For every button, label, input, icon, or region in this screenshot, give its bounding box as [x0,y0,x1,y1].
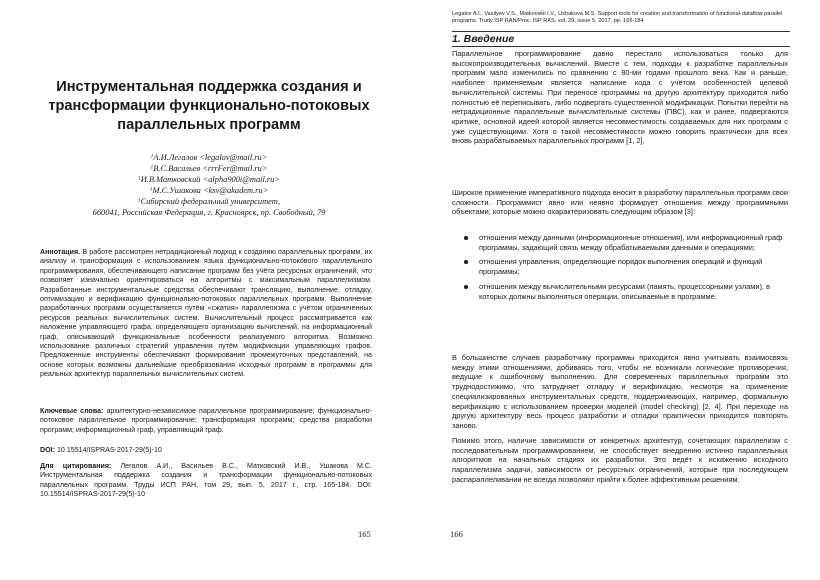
author-block [40,152,378,218]
abstract [40,248,372,380]
section-title: 1. Введение [452,33,515,45]
running-head: Legalov A.I., Vasilyev V.S., Matkovskii I.V., Ushakova M.S. Support tools for creation and transformation of functional-dataflow parallel programs. Trudy ISP RAN/Proc. ISP RAS, vol. 29, issue 5, 2017, pp. 165-184 [452,11,783,25]
keywords-text: архитектурно-независимое параллельное программирование; функционально-потоковое параллельное программирование; трансформация программ; средства разработки программ; информационный граф, управляющий граф. [40,407,372,434]
citation-label: Для цитирования: [40,462,112,470]
paragraph: В большинстве случаев разработчику программы приходится явно учитывать взаимосвязь между этими отношениями, добиваясь того, чтобы не возникали логические противоречия, ведущие к ошибочному выполнению. Для современных параллельных программ это труднодостижимо, что затрудняет отладку и верификацию, несмотря на применение специализированных инструментальных средств, поддерживающих, например, формальную верификацию с использованием проверки моделей (model checking) [2, 4]. При переходе на другую архитектуру весь процесс разработки и отладки практически приходится повторять заново. [452,353,788,430]
doi-text: 10.15514/ISPRAS-2017-29(5)-10 [56,446,162,454]
author-line: $^1$В.С.Васильев <rrrFer@mail.ru> [150,164,268,173]
doi [40,446,372,455]
list-item: отношения между вычислительными ресурсами (память, процессорными узлами), в которых должны выполняться операции, описываемые в программе. [452,282,788,301]
affiliation-address: 660041, Российская Федерация, г. Красноярск, пр. Свободный, 79 [92,208,326,217]
page-number: 166 [450,529,463,539]
doi-label: DOI: [40,446,55,454]
author-line: $^1$И.В.Матковский <alpha900i@mail.ru> [137,175,280,184]
right-page [410,0,820,580]
citation [40,462,372,500]
abstract-text: В работе рассмотрен нетрадиционный подход к созданию параллельных программ, их анализу и трансформации с использованием языка функционально-потокового параллельного программирования, обеспечивающего написание программ без учёта ресурсных ограничений, что позволяет изначально ориентироваться на алгоритмы с максимальным параллелизмом. Разработанные инструментальные средства обеспечивают трансляцию, выполнение, отладку, оптимизацию и верификацию функционально-потоковых параллельных программ. Выполнение разработанных программ осуществляется путём «сжатия» параллелизма с учётом ограниченных ресурсов реальных вычислительных систем. Вычислительный процесс рассматривается как наложение управляющего графа, определяющего организацию вычислений, на информационный граф, описывающий функциональные особенности реализуемого алгоритма. Возможно использование различных стратегий управления путём модификации управляющих графов. Предложенные инструменты обеспечивают формирование промежуточных представлений, на основе которых возможны дальнейшие преобразования исходных программ в программы для реальных архитектур параллельных вычислительных систем. [40,248,372,379]
citation-text: Легалов А.И., Васильев В.С., Матковский И.В., Ушакова М.С. Инструментальная поддержка создания и трансформации функционально-потоковых параллельных программ. Труды ИСП РАН, том 29, вып. 5, 2017 г., стр. 165-184. DOI: 10.15514/ISPRAS-2017-29(5)-10 [40,462,372,499]
paragraph: Широкое применение императивного подхода вносит в разработку параллельных программ свои сложности. Программист явно или неявно формирует отношения между программными объектами, которые можно охарактеризовать следующим образом [3]: [452,188,788,217]
affiliation-line: $^1$Сибирский федеральный университет, [137,197,281,206]
abstract-label: Аннотация. [40,248,81,256]
paragraph: Помимо этого, наличие зависимости от конкретных архитектур, сочетающих параллелизм с последовательным программированием, не способствует внедрению истинно параллельных алгоритмов на начальных стадиях их разработки. Это ведёт к искажению исходного параллелизма задачи, зависимости от ресурсных ограничений, которые при последующем распараллеливании не всегда позволяют прийти к более эффективным решениям. [452,436,788,484]
list-item: отношения между данными (информационные отношения), или информационный граф программы, задающий связь между обрабатываемыми данными и операциями; [452,233,788,252]
author-line: $^1$М.С.Ушакова <ksv@akadem.ru> [149,186,269,195]
bullet-list [452,233,788,306]
keywords [40,407,372,435]
author-line: $^1$А.И.Легалов <legalov@mail.ru> [150,153,268,162]
section-rule [452,46,790,47]
header-rule [452,31,790,32]
keywords-label: Ключевые слова: [40,407,104,415]
paper-title: Инструментальная поддержка создания и трансформации функционально-потоковых параллельных программ [48,79,370,133]
list-item: отношения управления, определяющие порядок выполнения операций и функций программы; [452,257,788,276]
paragraph: Параллельное программирование давно перестало использоваться только для высокопроизводительных вычислений. Вместе с тем, подходы к разработке параллельных программ мало изменились по сравнению с 80-ми годами прошлого века. Как и раньше, наиболее применяемым является написание кода с учётом особенностей целевой вычислительной системы. При переносе программы на другую архитектуру приходится либо полностью её переписывать, либо подвергать существенной модификации. Попытки перейти на нетрадиционные параллельные вычислительные системы (ПВС), как и ранее, подвергаются критике, основной идеей которой является несовместимость создаваемых для них программ с уже существующими. Хотя о такой несовместимости можно говорить практически для всех вновь разрабатываемых параллельных программ [1, 2]. [452,49,788,146]
page-number: 165 [358,529,371,539]
